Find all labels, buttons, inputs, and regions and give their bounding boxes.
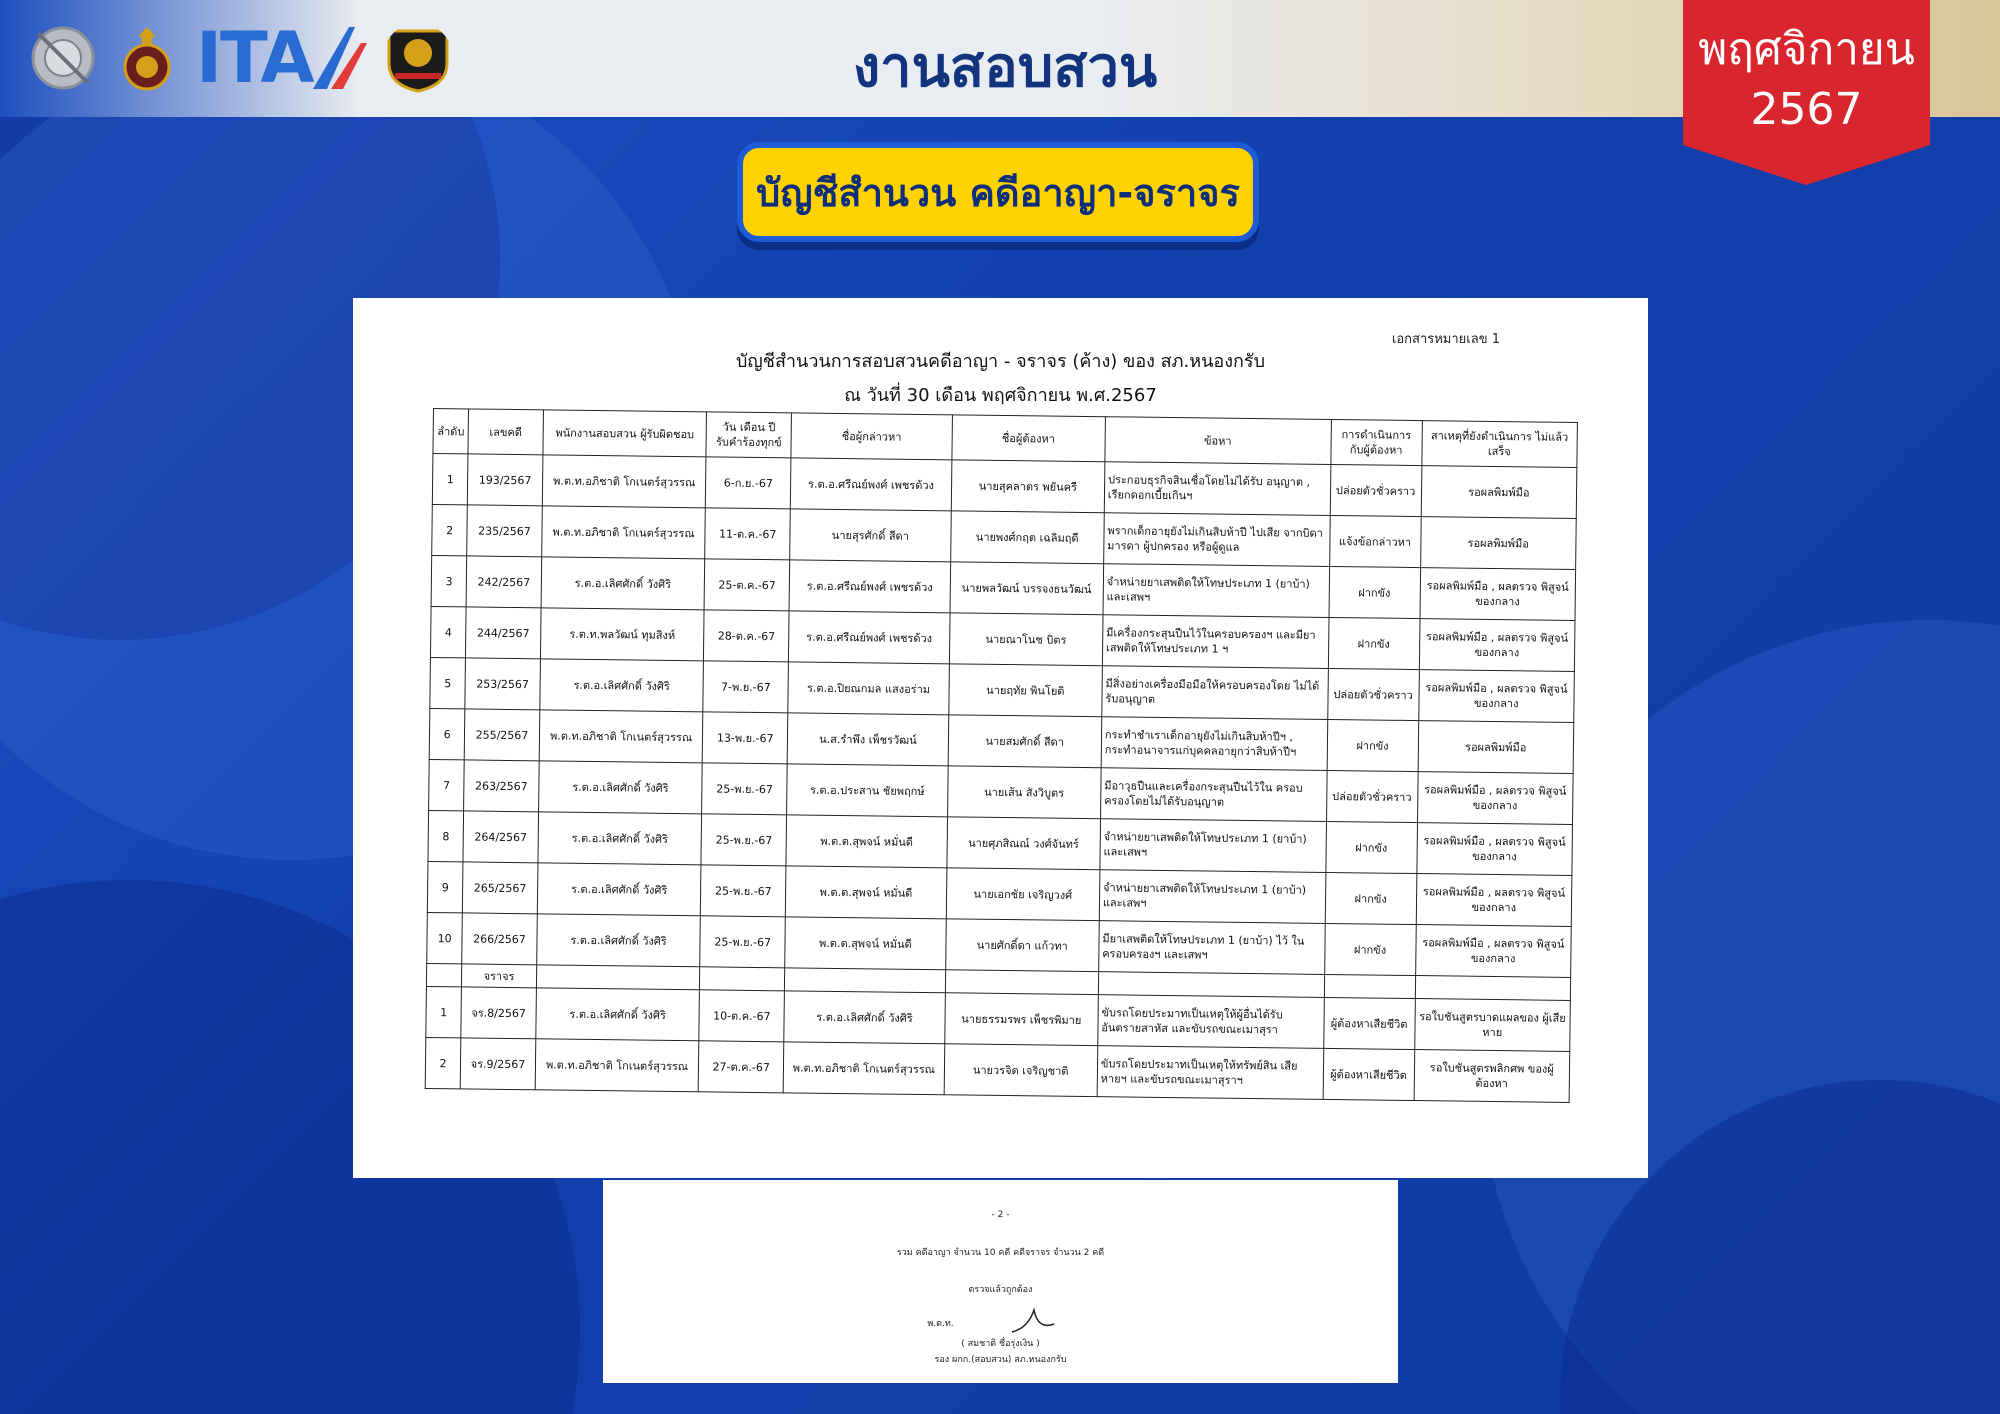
- table-cell-empty: [700, 967, 785, 991]
- table-cell-charge: ประกอบธุรกิจสินเชื่อโดยไม่ได้รับ อนุญาต , เรียกดอกเบี้ยเกินฯ: [1104, 462, 1330, 516]
- table-cell-officer: ร.ต.อ.เลิศศักดิ์ วังศิริ: [536, 988, 700, 1041]
- table-cell-no: 3: [431, 555, 467, 606]
- table-cell-charge: จำหน่ายยาเสพติดให้โทษประเภท 1 (ยาบ้า) และเสพฯ: [1099, 870, 1325, 924]
- table-cell-date: 25-พ.ย.-67: [700, 916, 785, 968]
- table-cell-action: ปล่อยตัวชั่วคราว: [1330, 464, 1422, 516]
- table-cell-reason: รอผลพิมพ์มือ , ผลตรวจ พิสูจน์ของกลาง: [1417, 772, 1573, 825]
- month-ribbon-text: [1683, 20, 1930, 140]
- table-cell-charge: จำหน่ายยาเสพติดให้โทษประเภท 1 (ยาบ้า) และเสพฯ: [1103, 564, 1329, 618]
- case-list-document: [353, 298, 1648, 1178]
- table-cell-reason: รอใบชันสูตรบาดแผลของ ผู้เสียหาย: [1414, 999, 1570, 1052]
- table-cell-officer: ร.ต.อ.เลิศศักดิ์ วังศิริ: [541, 557, 705, 610]
- table-cell-date: 13-พ.ย.-67: [703, 712, 788, 764]
- table-cell-action: แจ้งข้อกล่าวหา: [1329, 515, 1421, 567]
- table-cell-no: 8: [428, 810, 464, 861]
- page-title: งานสอบสวน: [852, 35, 1158, 100]
- table-cell-case: จร.9/2567: [460, 1038, 535, 1090]
- table-cell-no: 10: [427, 912, 463, 963]
- table-cell-empty: [536, 965, 700, 990]
- table-cell-empty: [1098, 972, 1324, 998]
- table-cell-action: ฝากขัง: [1329, 566, 1421, 618]
- table-cell-date: 27-ต.ค.-67: [698, 1041, 783, 1093]
- col-header: การดำเนินการ กับผู้ต้องหา: [1330, 419, 1422, 465]
- table-cell-officer: ร.ต.อ.เลิศศักดิ์ วังศิริ: [540, 659, 704, 712]
- table-cell-accuser: พ.ต.ท.อภิชาติ โกเนตร์สุวรรณ: [783, 1042, 944, 1095]
- table-cell-no: 5: [430, 657, 466, 708]
- ribbon-month: พฤศจิกายน: [1698, 24, 1915, 75]
- table-cell-accused: นายสมศักดิ์ สีดา: [948, 715, 1102, 768]
- table-cell-empty: [1415, 976, 1571, 1001]
- table-cell-case: 253/2567: [465, 658, 540, 710]
- table-cell-charge: มีอาวุธปืนและเครื่องกระสุนปืนไว้ใน ครอบครองโดยไม่ได้รับอนุญาต: [1100, 768, 1326, 822]
- table-cell-date: 6-ก.ย.-67: [706, 457, 791, 509]
- ita-logo: ITA: [196, 17, 313, 99]
- case-table: [425, 408, 1578, 1103]
- table-cell-case: 263/2567: [464, 760, 539, 812]
- table-cell-action: ผู้ต้องหาเสียชีวิต: [1323, 1048, 1415, 1100]
- table-cell-case: 265/2567: [463, 862, 538, 914]
- table-cell-officer: ร.ต.อ.เลิศศักดิ์ วังศิริ: [537, 863, 701, 916]
- table-cell-accuser: พ.ต.ต.สุพจน์ หมั่นดี: [785, 917, 946, 970]
- table-cell-accuser: ร.ต.อ.ประสาน ชัยพฤกษ์: [787, 764, 948, 817]
- table-cell-no: 9: [427, 861, 463, 912]
- signer-rank: พ.ต.ท.: [927, 1319, 954, 1329]
- table-cell-empty: [945, 970, 1098, 995]
- table-cell-no: 6: [429, 708, 465, 759]
- table-cell-charge: กระทำชำเราเด็กอายุยังไม่เกินสิบห้าปีฯ , กระทำอนาจารแก่บุคคลอายุกว่าสิบห้าปีฯ: [1101, 717, 1327, 771]
- table-cell-reason: รอผลพิมพ์มือ , ผลตรวจ พิสูจน์ของกลาง: [1420, 568, 1576, 621]
- table-cell-action: ฝากขัง: [1325, 821, 1417, 873]
- col-header: ข้อหา: [1105, 417, 1331, 465]
- table-cell-action: ปล่อยตัวชั่วคราว: [1327, 668, 1419, 720]
- table-cell-officer: พ.ต.ท.อภิชาติ โกเนตร์สุวรรณ: [535, 1039, 699, 1092]
- table-cell-no: 1: [432, 454, 468, 505]
- table-cell-accused: นายวรจิต เจริญชาติ: [944, 1044, 1098, 1097]
- col-header: ลำดับ: [433, 409, 469, 454]
- certify-text: ตรวจแล้วถูกต้อง: [968, 1285, 1033, 1295]
- table-cell-officer: ร.ต.อ.เลิศศักดิ์ วังศิริ: [538, 761, 702, 814]
- col-header: ชื่อผู้กล่าวหา: [791, 413, 952, 460]
- signature-mark: [1008, 1300, 1058, 1340]
- table-cell-accused: นายเส้น สังวิบูตร: [947, 766, 1101, 819]
- document-reference: เอกสารหมายเลข 1: [1391, 332, 1500, 347]
- table-cell-charge: พรากเด็กอายุยังไม่เกินสิบห้าปี ไปเสีย จากบิดามารดา ผู้ปกครอง หรือผู้ดูแล: [1104, 513, 1330, 567]
- table-cell-reason: รอผลพิมพ์มือ: [1421, 466, 1577, 519]
- table-cell-accused: นายพลวัฒน์ บรรจงธนวัฒน์: [950, 562, 1104, 615]
- case-table-body: [425, 454, 1577, 1103]
- section-label: จราจร: [462, 964, 537, 988]
- table-cell-charge: มียาเสพติดให้โทษประเภท 1 (ยาบ้า) ไว้ ในครอบครองฯ และเสพฯ: [1099, 921, 1325, 975]
- table-cell-action: ฝากขัง: [1327, 719, 1419, 771]
- table-cell-charge: มีสิ่งอย่างเครื่องมือมือให้ครอบครองโดย ไม่ได้รับอนุญาต: [1102, 666, 1328, 720]
- table-cell-date: 25-พ.ย.-67: [701, 814, 786, 866]
- document-page-2: [603, 1180, 1398, 1383]
- table-cell-charge: ขับรถโดยประมาทเป็นเหตุให้ทรัพย์สิน เสียหายฯ และขับรถขณะเมาสุราฯ: [1097, 1046, 1323, 1100]
- table-cell-reason: รอผลพิมพ์มือ , ผลตรวจ พิสูจน์ของกลาง: [1418, 670, 1574, 723]
- table-cell-empty: [785, 968, 946, 993]
- table-cell-reason: รอใบชันสูตรพลิกศพ ของผู้ต้องหา: [1414, 1050, 1570, 1103]
- case-summary: รวม คดีอาญา จำนวน 10 คดี คดีจราจร จำนวน 2 คดี: [896, 1248, 1105, 1258]
- ribbon-year: 2567: [1750, 84, 1863, 135]
- table-cell-case: 264/2567: [463, 811, 538, 863]
- table-cell-accuser: ร.ต.อ.ศรีณย์พงศ์ เพชรด้วง: [789, 611, 950, 664]
- table-cell-accuser: ร.ต.อ.ศรีณย์พงศ์ เพชรด้วง: [790, 458, 951, 511]
- table-cell-officer: ร.ต.ท.พลวัฒน์ ทุมสิงห์: [540, 608, 704, 661]
- subtitle-banner: บัญชีสำนวน คดีอาญา-จราจร: [737, 142, 1259, 242]
- table-cell-officer: พ.ต.ท.อภิชาติ โกเนตร์สุวรรณ: [541, 506, 705, 559]
- table-cell-charge: มีเครื่องกระสุนปืนไว้ในครอบครองฯ และมียาเสพติดให้โทษประเภท 1 ฯ: [1102, 615, 1328, 669]
- table-cell-officer: พ.ต.ท.อภิชาติ โกเนตร์สุวรรณ: [539, 710, 703, 763]
- table-cell-accused: นายพงศ์กฤต เฉลิมฤดี: [950, 511, 1104, 564]
- table-cell-reason: รอผลพิมพ์มือ: [1420, 517, 1576, 570]
- table-cell-empty: [426, 963, 462, 986]
- table-cell-no: 1: [426, 986, 462, 1037]
- table-cell-reason: รอผลพิมพ์มือ , ผลตรวจ พิสูจน์ของกลาง: [1415, 925, 1571, 978]
- table-cell-date: 25-ต.ค.-67: [704, 559, 789, 611]
- table-cell-accused: นายฤทัย พินโยติ: [948, 664, 1102, 717]
- table-cell-case: จร.8/2567: [461, 987, 536, 1039]
- table-cell-officer: พ.ต.ท.อภิชาติ โกเนตร์สุวรรณ: [542, 455, 706, 508]
- col-header: สาเหตุที่ยังดำเนินการ ไม่แล้วเสร็จ: [1421, 421, 1577, 468]
- page-number: - 2 -: [991, 1210, 1010, 1220]
- table-cell-reason: รอผลพิมพ์มือ , ผลตรวจ พิสูจน์ของกลาง: [1416, 874, 1572, 927]
- table-cell-date: 11-ต.ค.-67: [705, 508, 790, 560]
- table-cell-accused: นายศักดิ์ดา แก้วทา: [945, 919, 1099, 972]
- table-cell-case: 235/2567: [467, 505, 542, 557]
- table-cell-no: 7: [429, 759, 465, 810]
- table-cell-date: 7-พ.ย.-67: [703, 661, 788, 713]
- table-cell-date: 25-พ.ย.-67: [701, 865, 786, 917]
- table-cell-officer: ร.ต.อ.เลิศศักดิ์ วังศิริ: [538, 812, 702, 865]
- col-header: วัน เดือน ปี รับคำร้องทุกข์: [706, 412, 791, 458]
- table-cell-accuser: พ.ต.ต.สุพจน์ หมั่นดี: [786, 866, 947, 919]
- table-cell-accuser: ร.ต.อ.เลิศศักดิ์ วังศิริ: [784, 991, 945, 1044]
- table-cell-accuser: พ.ต.ต.สุพจน์ หมั่นดี: [786, 815, 947, 868]
- table-cell-accused: นายศุภสิณณ์ วงศ์จันทร์: [947, 817, 1101, 870]
- table-cell-empty: [1324, 974, 1415, 998]
- col-header: เลขคดี: [468, 409, 543, 455]
- table-cell-date: 28-ต.ค.-67: [704, 610, 789, 662]
- table-cell-no: 2: [425, 1037, 461, 1088]
- table-cell-no: 4: [430, 606, 466, 657]
- table-cell-accuser: ร.ต.อ.ศรีณย์พงศ์ เพชรด้วง: [789, 560, 950, 613]
- col-header: ชื่อผู้ต้องหา: [952, 415, 1106, 462]
- table-cell-accuser: นายสุรศักดิ์ สีดา: [790, 509, 951, 562]
- signer-name: ( สมชาติ ชื่อรุ่งเงิน ): [961, 1339, 1040, 1349]
- table-cell-action: ฝากขัง: [1324, 923, 1416, 975]
- document-date: ณ วันที่ 30 เดือน พฤศจิกายน พ.ศ.2567: [844, 385, 1157, 406]
- table-cell-reason: รอผลพิมพ์มือ , ผลตรวจ พิสูจน์ของกลาง: [1417, 823, 1573, 876]
- table-cell-officer: ร.ต.อ.เลิศศักดิ์ วังศิริ: [536, 914, 700, 967]
- table-cell-date: 25-พ.ย.-67: [702, 763, 787, 815]
- table-cell-action: ฝากขัง: [1325, 872, 1417, 924]
- table-cell-case: 242/2567: [466, 556, 541, 608]
- table-cell-reason: รอผลพิมพ์มือ , ผลตรวจ พิสูจน์ของกลาง: [1419, 619, 1575, 672]
- table-cell-charge: จำหน่ายยาเสพติดให้โทษประเภท 1 (ยาบ้า) และเสพฯ: [1100, 819, 1326, 873]
- table-cell-no: 2: [432, 504, 468, 555]
- table-cell-charge: ขับรถโดยประมาทเป็นเหตุให้ผู้อื่นได้รับ อันตรายสาหัส และขับรถขณะเมาสุรา: [1098, 995, 1324, 1049]
- table-cell-date: 10-ต.ค.-67: [699, 990, 784, 1042]
- table-cell-reason: รอผลพิมพ์มือ: [1418, 721, 1574, 774]
- col-header: พนักงานสอบสวน ผู้รับผิดชอบ: [543, 410, 707, 457]
- document-title: บัญชีสำนวนการสอบสวนคดีอาญา - จราจร (ค้าง) ของ สภ.หนองกรับ: [735, 351, 1266, 372]
- table-cell-case: 266/2567: [462, 913, 537, 965]
- table-cell-action: ปล่อยตัวชั่วคราว: [1326, 770, 1418, 822]
- table-cell-accused: นายสุคลาตร พยันครี: [951, 460, 1105, 513]
- table-cell-accuser: ร.ต.อ.ปิยณกมล แสงอร่าม: [788, 662, 949, 715]
- signer-position: รอง ผกก.(สอบสวน) สภ.หนองกรับ: [934, 1355, 1067, 1365]
- table-cell-accused: นายเอกชัย เจริญวงศ์: [946, 868, 1100, 921]
- table-cell-action: ผู้ต้องหาเสียชีวิต: [1323, 997, 1415, 1049]
- table-cell-accuser: น.ส.รำพึง เพ็ชรวัฒน์: [787, 713, 948, 766]
- table-cell-case: 244/2567: [466, 607, 541, 659]
- table-cell-accused: นายธรรมรพร เพ็ชรพิมาย: [944, 993, 1098, 1046]
- table-cell-accused: นายณาโนช บิตร: [949, 613, 1103, 666]
- table-cell-case: 255/2567: [464, 709, 539, 761]
- table-cell-case: 193/2567: [468, 454, 543, 506]
- table-cell-action: ฝากขัง: [1328, 617, 1420, 669]
